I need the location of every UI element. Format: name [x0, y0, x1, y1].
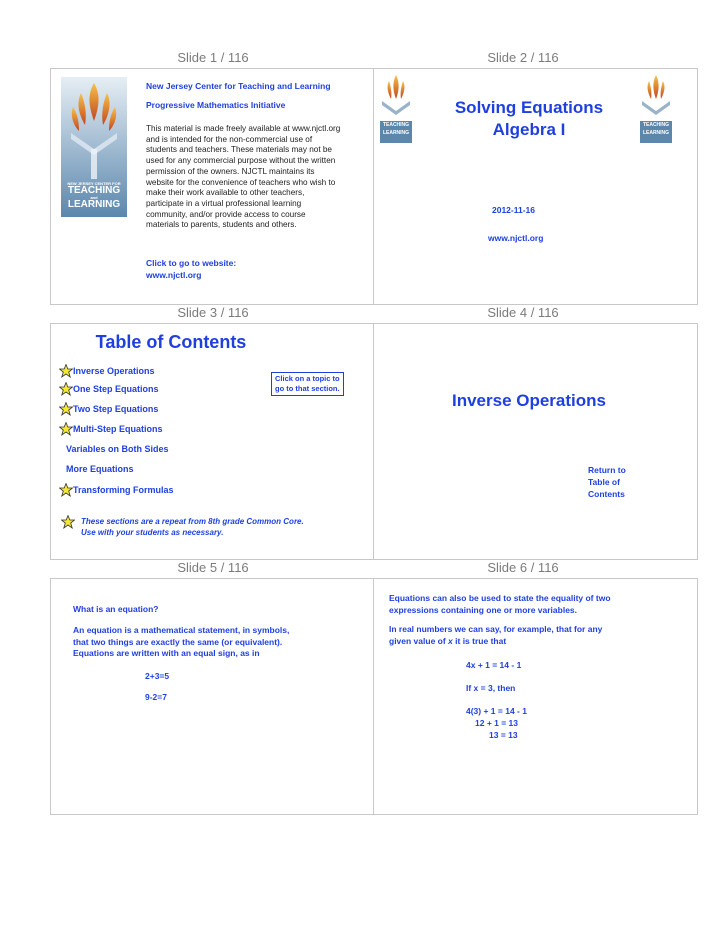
paragraph-line: [389, 636, 602, 648]
return-line-1: Return to: [588, 465, 626, 475]
paragraph-line: website for the convenience of teachers who wish to: [146, 177, 336, 187]
return-line-2: Table of: [588, 477, 620, 487]
slide-2: [373, 68, 698, 305]
toc-item-label: Two Step Equations: [73, 404, 159, 414]
slide-4: [373, 323, 698, 560]
note-line-1: These sections are a repeat from 8th grade Common Core.: [81, 517, 304, 526]
example-equation-2: 9-2=7: [145, 692, 167, 702]
return-to-toc-link[interactable]: [588, 464, 626, 500]
toc-item-label: Variables on Both Sides: [66, 444, 169, 454]
hint-line-1: Click on a topic to: [275, 374, 340, 383]
note-line-2: Use with your students as necessary.: [81, 528, 224, 537]
toc-item-one-step-equations[interactable]: [59, 382, 159, 396]
toc-item-label: Transforming Formulas: [73, 485, 174, 495]
paragraph-line: In real numbers we can say, for example, that for any: [389, 624, 603, 634]
logo-text-2: LEARNING: [382, 130, 410, 136]
slide-caption-1: Slide 1 / 116: [177, 50, 249, 65]
solution-step-2: 12 + 1 = 13: [475, 718, 519, 728]
njctl-logo: [61, 77, 127, 217]
section-title: Inverse Operations: [451, 391, 606, 410]
toc-item-more-equations[interactable]: [66, 464, 134, 474]
paragraph-line: make their work available to other teachers,: [146, 188, 305, 198]
intro-line: Equations can also be used to state the equality of two: [389, 593, 611, 603]
variable-x: x: [448, 635, 453, 646]
slide-caption-6: Slide 6 / 116: [487, 560, 559, 575]
paragraph-line: used for any commercial purpose without the written: [146, 156, 336, 166]
title-line-2: Algebra I: [492, 120, 566, 139]
logo-text-1: NEW JERSEY CENTER FOR: [67, 181, 121, 186]
njctl-logo-small-left: [378, 73, 414, 145]
example-equation: 4x + 1 = 14 - 1: [466, 660, 522, 670]
paragraph-line: community, and/or provide access to course: [146, 209, 306, 219]
logo-text-1: TEACHING: [382, 122, 410, 128]
paragraph-line: and is intended for the non-commercial use of: [146, 134, 313, 144]
paragraph-line: students and teachers. These materials may not be: [146, 145, 332, 155]
presentation-date: 2012-11-16: [492, 205, 536, 215]
repeat-note: [81, 516, 304, 538]
slide-5: [50, 578, 374, 815]
star-icon: [59, 402, 73, 416]
website-link[interactable]: [146, 257, 236, 281]
text-segment: given value of: [389, 635, 449, 646]
note-star-icon: [61, 515, 75, 534]
solution-step-1: 4(3) + 1 = 14 - 1: [466, 706, 527, 716]
text-segment: it is true that: [452, 635, 507, 646]
toc-item-label: More Equations: [66, 464, 134, 474]
star-icon: [59, 483, 73, 497]
disclaimer-paragraph: [146, 124, 371, 231]
website-link-label: Click to go to website:: [146, 258, 237, 268]
hint-line-2: go to that section.: [275, 384, 340, 393]
slide-caption-3: Slide 3 / 116: [177, 305, 249, 320]
toc-item-inverse-operations[interactable]: [59, 364, 155, 378]
intro-line: expressions containing one or more variables.: [389, 604, 578, 615]
real-numbers-paragraph: [389, 624, 602, 647]
toc-item-transforming-formulas[interactable]: [59, 483, 174, 497]
star-icon: [59, 422, 73, 436]
title-line-1: Solving Equations: [454, 98, 604, 117]
logo-text-4: LEARNING: [67, 199, 121, 210]
slide-3: [50, 323, 374, 560]
paragraph-line: permission of the owners. NJCTL maintains its: [146, 166, 315, 176]
solution-step-3: 13 = 13: [489, 730, 518, 740]
initiative-name: Progressive Mathematics Initiative: [146, 100, 286, 110]
star-icon: [59, 382, 73, 396]
paragraph-line: participate in a virtual professional learning: [146, 198, 302, 208]
equation-definition: [73, 625, 289, 660]
slide-caption-2: Slide 2 / 116: [487, 50, 559, 65]
toc-item-multi-step-equations[interactable]: [59, 422, 163, 436]
logo-text-3: and: [90, 195, 98, 200]
slide-1: [50, 68, 374, 305]
logo-text-2: TEACHING: [67, 185, 121, 196]
presentation-title: [414, 97, 644, 141]
paragraph-line: This material is made freely available at www.njctl.org: [146, 124, 341, 133]
website-url[interactable]: www.njctl.org: [488, 233, 544, 243]
toc-item-variables-on-both-sides[interactable]: [66, 444, 169, 454]
example-equation-1: 2+3=5: [145, 671, 170, 681]
intro-paragraph: [389, 593, 611, 616]
paragraph-line: materials to parents, students and others.: [146, 220, 297, 230]
definition-line: Equations are written with an equal sign, as in: [73, 648, 260, 658]
toc-item-label: One Step Equations: [73, 384, 159, 394]
definition-line: An equation is a mathematical statement, in symbols,: [73, 625, 290, 635]
logo-text-2: LEARNING: [642, 130, 670, 136]
toc-item-two-step-equations[interactable]: [59, 402, 158, 416]
equation-question: What is an equation?: [73, 604, 159, 614]
star-icon: [59, 364, 73, 378]
click-topic-hint: [271, 372, 344, 396]
logo-text-1: TEACHING: [642, 122, 670, 128]
org-name: New Jersey Center for Teaching and Learning: [146, 81, 331, 91]
toc-item-label: Multi-Step Equations: [73, 424, 163, 434]
substitution-line: If x = 3, then: [466, 683, 516, 693]
slide-caption-4: Slide 4 / 116: [487, 305, 559, 320]
toc-title: Table of Contents: [95, 332, 247, 352]
return-line-3: Contents: [588, 489, 625, 499]
website-link-url: www.njctl.org: [146, 270, 202, 280]
slide-6: [373, 578, 698, 815]
toc-item-label: Inverse Operations: [73, 366, 155, 376]
definition-line: that two things are exactly the same (or equivalent).: [73, 636, 283, 647]
slide-caption-5: Slide 5 / 116: [177, 560, 249, 575]
